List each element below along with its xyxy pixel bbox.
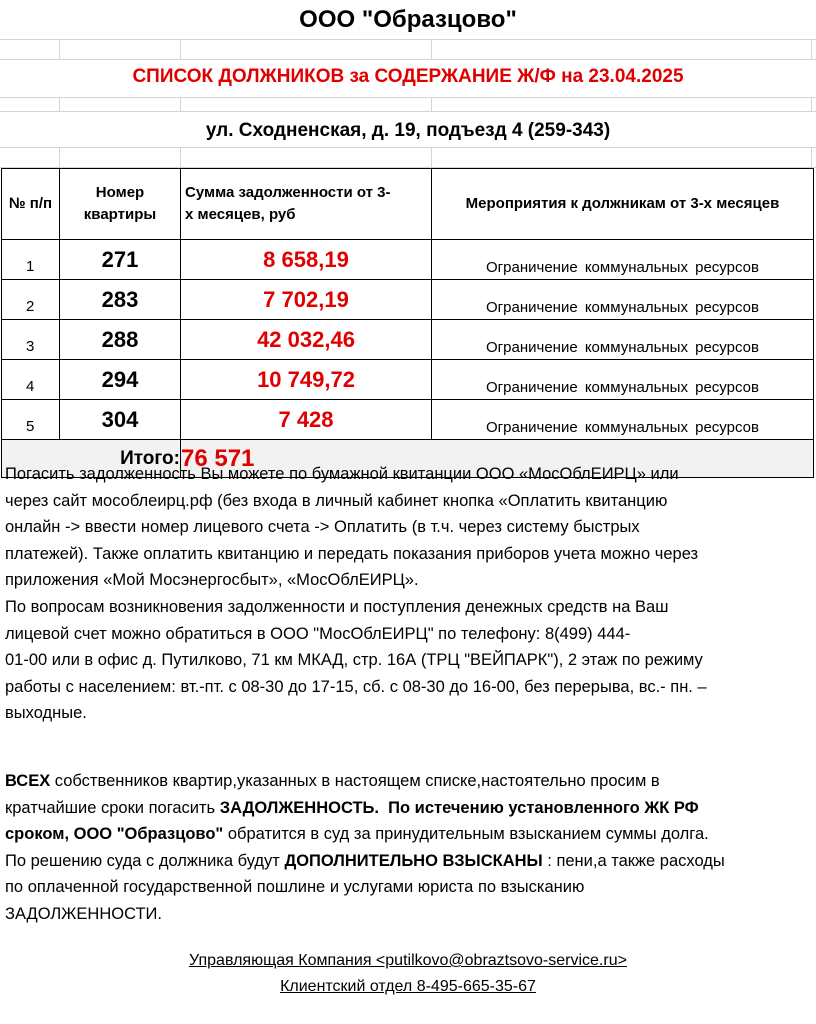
row-number: 2 xyxy=(2,280,60,320)
warning-text: обратится в суд за принудительным взысканием суммы долга. xyxy=(223,825,709,844)
warning-line: по оплаченной государственной пошлине и услугами юриста по взысканию xyxy=(5,878,585,897)
col-header-debt-sum-line2: х месяцев, руб xyxy=(185,206,296,223)
legal-warning-paragraph xyxy=(5,768,811,928)
col-header-apartment-line1: Номер xyxy=(95,184,145,201)
grid-col-line xyxy=(811,40,812,60)
payment-info-line: лицевой счет можно обратиться в ООО "МосОблЕИРЦ" по телефону: 8(499) 444- xyxy=(5,624,631,643)
payment-info-line: Погасить задолженность Вы можете по бумажной квитанции ООО «МосОблЕИРЦ» или xyxy=(5,465,679,483)
total-label: Итого: xyxy=(2,440,181,478)
table-row xyxy=(2,280,814,320)
total-amount: 76 571 xyxy=(181,440,814,478)
warning-line xyxy=(5,768,811,795)
grid-col-line xyxy=(811,98,812,112)
debt-measure: Ограничение коммунальных ресурсов xyxy=(432,280,814,320)
warning-line xyxy=(5,821,811,848)
warning-text: собственников квартир,указанных в настоящем списке,настоятельно просим в xyxy=(50,772,660,790)
payment-info-line: онлайн -> ввести номер лицевого счета -> Оплатить (в т.ч. через систему быстрых xyxy=(5,518,640,537)
debt-amount: 7 428 xyxy=(181,400,432,440)
grid-col-line xyxy=(811,148,812,168)
table-row xyxy=(2,320,814,360)
row-number: 5 xyxy=(2,400,60,440)
debt-amount: 42 032,46 xyxy=(181,320,432,360)
col-header-apartment-line2: квартиры xyxy=(83,206,157,223)
col-header-debt-sum-line1: Сумма задолженности от 3- xyxy=(185,184,391,201)
grid-col-line xyxy=(180,148,181,168)
warning-bold-text: сроком, ООО "Образцово" xyxy=(5,825,224,844)
apartment-number: 294 xyxy=(60,360,181,400)
grid-col-line xyxy=(431,148,432,168)
debt-amount: 7 702,19 xyxy=(181,280,432,320)
warning-text: : пени,а также расходы xyxy=(542,851,725,870)
warning-line: ЗАДОЛЖЕННОСТИ. xyxy=(5,904,162,923)
col-header-measures: Мероприятия к должникам от 3-х месяцев xyxy=(432,169,814,240)
payment-info-line: приложения «Мой Мосэнергосбыт», «МосОблЕИРЦ». xyxy=(5,571,419,590)
payment-info-line: через сайт мособлеирц.рф (без входа в личный кабинет кнопка «Оплатить квитанцию xyxy=(5,491,668,510)
row-number: 4 xyxy=(2,360,60,400)
debt-amount: 8 658,19 xyxy=(181,240,432,280)
grid-row-line xyxy=(0,98,816,112)
col-header-debt-sum xyxy=(181,169,432,240)
apartment-number: 271 xyxy=(60,240,181,280)
client-department-phone[interactable]: Клиентский отдел 8-495-665-35-67 xyxy=(280,978,536,995)
payment-info-line: платежей). Также оплатить квитанцию и передать показания приборов учета можно через xyxy=(5,544,699,563)
payment-info-line: 01-00 или в офис д. Путилково, 71 км МКАД, стр. 16А (ТРЦ "ВЕЙПАРК"), 2 этаж по режиму xyxy=(5,651,703,670)
company-title: ООО "Образцово" xyxy=(299,6,517,33)
grid-col-line xyxy=(431,40,432,60)
payment-info-paragraph xyxy=(5,461,811,727)
debt-amount: 10 749,72 xyxy=(181,360,432,400)
grid-row-line xyxy=(0,40,816,60)
table-header-row xyxy=(2,169,814,240)
grid-col-line xyxy=(59,40,60,60)
payment-info-line: работы с населением: вт.-пт. с 08-30 до 17-15, сб. с 08-30 до 16-00, без перерыва, вс.- пн. – xyxy=(5,677,707,696)
debt-measure: Ограничение коммунальных ресурсов xyxy=(432,320,814,360)
grid-col-line xyxy=(59,148,60,168)
warning-line xyxy=(5,795,811,822)
warning-bold-text: ВСЕХ xyxy=(5,772,51,790)
debt-measure: Ограничение коммунальных ресурсов xyxy=(432,400,814,440)
row-number: 3 xyxy=(2,320,60,360)
col-header-apartment xyxy=(60,169,181,240)
grid-col-line xyxy=(180,98,181,112)
warning-bold-text: По истечению установленного ЖК РФ xyxy=(388,798,699,817)
warning-text: кратчайшие сроки погасить xyxy=(5,798,220,817)
debt-measure: Ограничение коммунальных ресурсов xyxy=(432,240,814,280)
warning-text: По решению суда с должника будут xyxy=(5,851,285,870)
apartment-number: 283 xyxy=(60,280,181,320)
management-company-email[interactable]: Управляющая Компания <putilkovo@obraztsovo-service.ru> xyxy=(189,952,627,969)
warning-bold-text: ЗАДОЛЖЕННОСТЬ. xyxy=(219,798,379,817)
table-row xyxy=(2,240,814,280)
col-header-number: № п/п xyxy=(2,169,60,240)
table-row xyxy=(2,360,814,400)
warning-line xyxy=(5,848,811,875)
debtor-table xyxy=(1,168,814,478)
grid-col-line xyxy=(431,98,432,112)
apartment-number: 288 xyxy=(60,320,181,360)
payment-info-line: По вопросам возникновения задолженности и поступления денежных средств на Ваш xyxy=(5,597,669,616)
row-number: 1 xyxy=(2,240,60,280)
warning-bold-text: ДОПОЛНИТЕЛЬНО ВЗЫСКАНЫ xyxy=(284,851,543,870)
table-row xyxy=(2,400,814,440)
grid-col-line xyxy=(59,98,60,112)
grid-col-line xyxy=(180,40,181,60)
warning-text xyxy=(379,799,388,817)
debt-measure: Ограничение коммунальных ресурсов xyxy=(432,360,814,400)
grid-row-line xyxy=(0,148,816,168)
payment-info-line: выходные. xyxy=(5,704,87,723)
building-address: ул. Сходненская, д. 19, подъезд 4 (259-343) xyxy=(205,120,611,141)
apartment-number: 304 xyxy=(60,400,181,440)
debtor-list-subtitle: СПИСОК ДОЛЖНИКОВ за СОДЕРЖАНИЕ Ж/Ф на 23.04.2025 xyxy=(132,66,684,87)
